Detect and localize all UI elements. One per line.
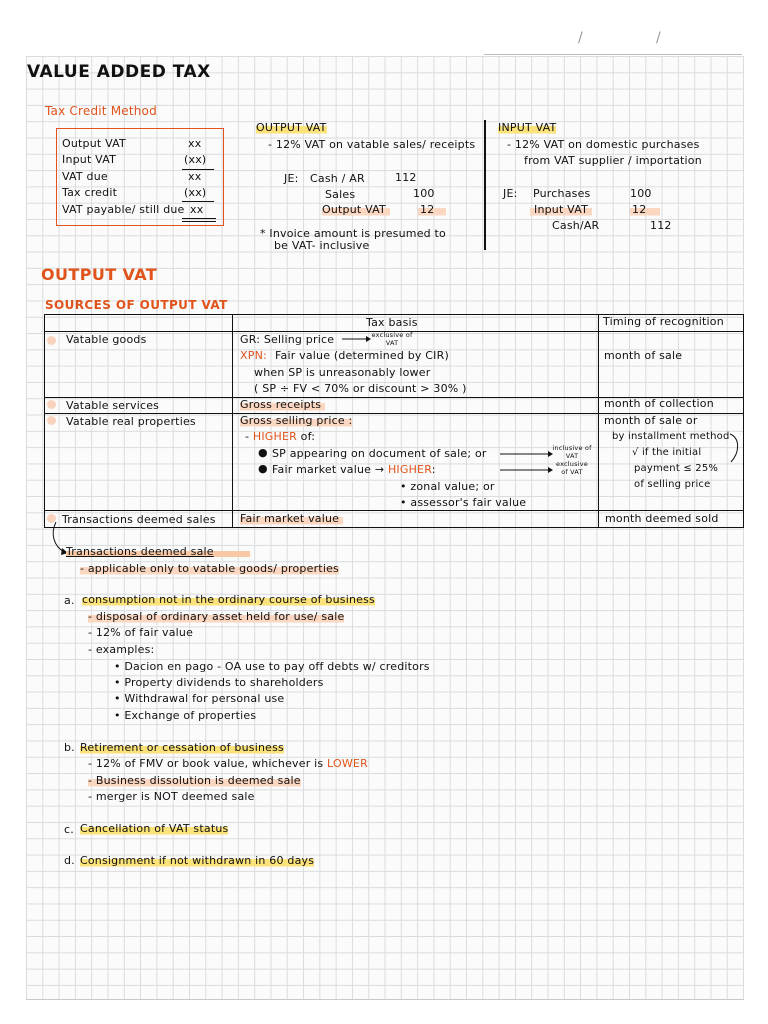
tc-row-label: Output VAT bbox=[62, 137, 126, 150]
row-label: Vatable services bbox=[66, 399, 160, 412]
date-slash-2: / bbox=[656, 30, 661, 46]
arrow-exclusive bbox=[500, 465, 554, 475]
arrow-note: inclusive of VAT bbox=[552, 444, 592, 460]
table-border bbox=[44, 314, 45, 527]
example-item: • Dacion en pago - OA use to pay off debts w/ creditors bbox=[114, 660, 430, 673]
tc-row-value: (xx) bbox=[184, 153, 207, 166]
item-title: Retirement or cessation of business bbox=[80, 741, 284, 754]
tc-row-value: (xx) bbox=[184, 186, 207, 199]
table-border bbox=[743, 314, 744, 527]
item-detail: - examples: bbox=[88, 643, 155, 656]
item-detail: - merger is NOT deemed sale bbox=[88, 790, 255, 803]
date-slash-1: / bbox=[578, 30, 583, 46]
tc-row-label: Input VAT bbox=[62, 153, 116, 166]
tax-basis: Fair market value bbox=[240, 512, 343, 525]
item-detail bbox=[88, 774, 301, 787]
item-detail: - 12% of fair value bbox=[88, 626, 194, 639]
tax-credit-heading: Tax Credit Method bbox=[45, 104, 157, 118]
item-title: Cancellation of VAT status bbox=[80, 822, 229, 835]
je-account: Input VAT bbox=[530, 203, 592, 216]
je-account: Sales bbox=[325, 188, 356, 201]
tc-row-value: xx bbox=[188, 170, 202, 183]
timing: month of collection bbox=[604, 397, 714, 410]
timing: √ if the initial bbox=[632, 447, 702, 458]
fmv-higher: HIGHER bbox=[387, 463, 432, 476]
sources-heading: SOURCES OF OUTPUT VAT bbox=[45, 298, 228, 312]
item-detail bbox=[88, 757, 368, 770]
col-header-timing: Timing of recognition bbox=[603, 315, 724, 328]
higher-prefix: - bbox=[245, 430, 253, 443]
col-header-tax-basis: Tax basis bbox=[366, 316, 418, 329]
je-label: JE: bbox=[284, 172, 299, 185]
page-title: VALUE ADDED TAX bbox=[27, 62, 211, 82]
item-title: Consignment if not withdrawn in 60 days bbox=[80, 854, 315, 867]
higher-line bbox=[245, 430, 315, 443]
zonal-value: • zonal value; or bbox=[400, 480, 495, 493]
je-amount: 112 bbox=[650, 219, 672, 232]
tc-row-label: Tax credit bbox=[62, 186, 118, 199]
bullet-dot: ● bbox=[258, 446, 268, 459]
example-item: • Property dividends to shareholders bbox=[114, 676, 324, 689]
item-letter: b. bbox=[64, 741, 75, 754]
timing: by installment method bbox=[612, 431, 730, 442]
assessor-value: • assessor's fair value bbox=[400, 496, 527, 509]
date-underline bbox=[484, 54, 742, 55]
je-amount: 100 bbox=[413, 187, 435, 200]
arrow-note: exclusive of VAT bbox=[556, 460, 588, 476]
example-item: • Exchange of properties bbox=[114, 709, 257, 722]
je-account: Cash / AR bbox=[310, 172, 365, 185]
item-letter: d. bbox=[64, 854, 75, 867]
deemed-sale-sub: - applicable only to vatable goods/ properties bbox=[80, 562, 339, 575]
column-divider bbox=[484, 120, 486, 250]
tax-basis: Gross receipts bbox=[240, 398, 325, 411]
tc-double-underline bbox=[182, 221, 216, 222]
tc-row-label: VAT payable/ still due bbox=[62, 203, 185, 216]
item-letter: a. bbox=[64, 594, 75, 607]
example-item: • Withdrawal for personal use bbox=[114, 692, 285, 705]
row-dot bbox=[47, 400, 56, 409]
tc-row-value: xx bbox=[188, 137, 202, 150]
deemed-sale-note bbox=[80, 562, 339, 575]
timing: of selling price bbox=[634, 479, 711, 490]
tc-double-underline bbox=[182, 218, 216, 219]
input-vat-desc: - 12% VAT on domestic purchases bbox=[507, 138, 700, 151]
gr-rule: GR: Selling price bbox=[240, 333, 335, 346]
tax-basis: Gross selling price : bbox=[240, 414, 353, 427]
row-dot bbox=[47, 416, 56, 425]
item-detail-text: - disposal of ordinary asset held for use/ sale bbox=[88, 610, 345, 623]
timing: month of sale bbox=[604, 349, 683, 362]
xpn-label: XPN: bbox=[240, 349, 267, 362]
item-detail-text: - 12% of FMV or book value, whichever is bbox=[88, 757, 328, 770]
je-amount: 12 bbox=[418, 203, 446, 216]
item-title: consumption not in the ordinary course of business bbox=[82, 593, 375, 606]
item-detail bbox=[88, 610, 344, 623]
higher-word: HIGHER bbox=[252, 430, 297, 443]
invoice-note: be VAT- inclusive bbox=[274, 239, 370, 252]
bracket-curve bbox=[728, 432, 742, 468]
timing: month of sale or bbox=[604, 414, 698, 427]
item-detail-text: - Business dissolution is deemed sale bbox=[88, 774, 301, 787]
row-label: Vatable real properties bbox=[66, 415, 196, 428]
output-vat-desc: - 12% VAT on vatable sales/ receipts bbox=[268, 138, 476, 151]
item-letter: c. bbox=[64, 823, 74, 836]
je-amount: 112 bbox=[395, 171, 417, 184]
je-account: Purchases bbox=[533, 187, 591, 200]
arrow-note: exclusive of VAT bbox=[371, 331, 413, 347]
xpn-text: ( SP ÷ FV < 70% or discount > 30% ) bbox=[254, 382, 467, 395]
je-label: JE: bbox=[503, 187, 518, 200]
output-vat-section-title: OUTPUT VAT bbox=[41, 265, 158, 284]
higher-suffix: of: bbox=[296, 430, 316, 443]
je-amount: 100 bbox=[630, 187, 652, 200]
output-vat-heading: OUTPUT VAT bbox=[256, 121, 327, 134]
fmv-text: Fair market value bbox=[272, 463, 372, 476]
row-dot bbox=[47, 336, 56, 345]
row-label: Vatable goods bbox=[66, 333, 147, 346]
bullet-dot: ● bbox=[258, 462, 268, 475]
je-account: Cash/AR bbox=[552, 219, 600, 232]
lower-word: LOWER bbox=[327, 757, 368, 770]
table-border bbox=[44, 510, 744, 511]
input-vat-heading: INPUT VAT bbox=[498, 121, 557, 134]
input-vat-desc: from VAT supplier / importation bbox=[524, 154, 702, 167]
timing: month deemed sold bbox=[605, 512, 719, 525]
arrow-exclusive bbox=[342, 334, 372, 344]
table-border bbox=[232, 314, 233, 527]
tc-row-label: VAT due bbox=[62, 170, 108, 183]
xpn-text: Fair value (determined by CIR) bbox=[275, 349, 449, 362]
table-border bbox=[598, 314, 599, 527]
sp-document: SP appearing on document of sale; or bbox=[272, 447, 487, 460]
invoice-note: * Invoice amount is presumed to bbox=[260, 227, 446, 240]
fmv-line: Fair market value → HIGHER: bbox=[272, 463, 436, 476]
tc-sum-line bbox=[182, 201, 214, 202]
tc-row-value: xx bbox=[190, 203, 204, 216]
timing: payment ≤ 25% bbox=[634, 463, 719, 474]
deemed-sale-heading: Transactions deemed sale bbox=[66, 545, 250, 558]
arrow-inclusive bbox=[500, 449, 554, 459]
je-account: Output VAT bbox=[322, 203, 390, 216]
table-border bbox=[44, 527, 744, 528]
xpn-text: when SP is unreasonably lower bbox=[254, 366, 431, 379]
row-label: Transactions deemed sales bbox=[62, 513, 216, 526]
je-amount: 12 bbox=[630, 203, 660, 216]
